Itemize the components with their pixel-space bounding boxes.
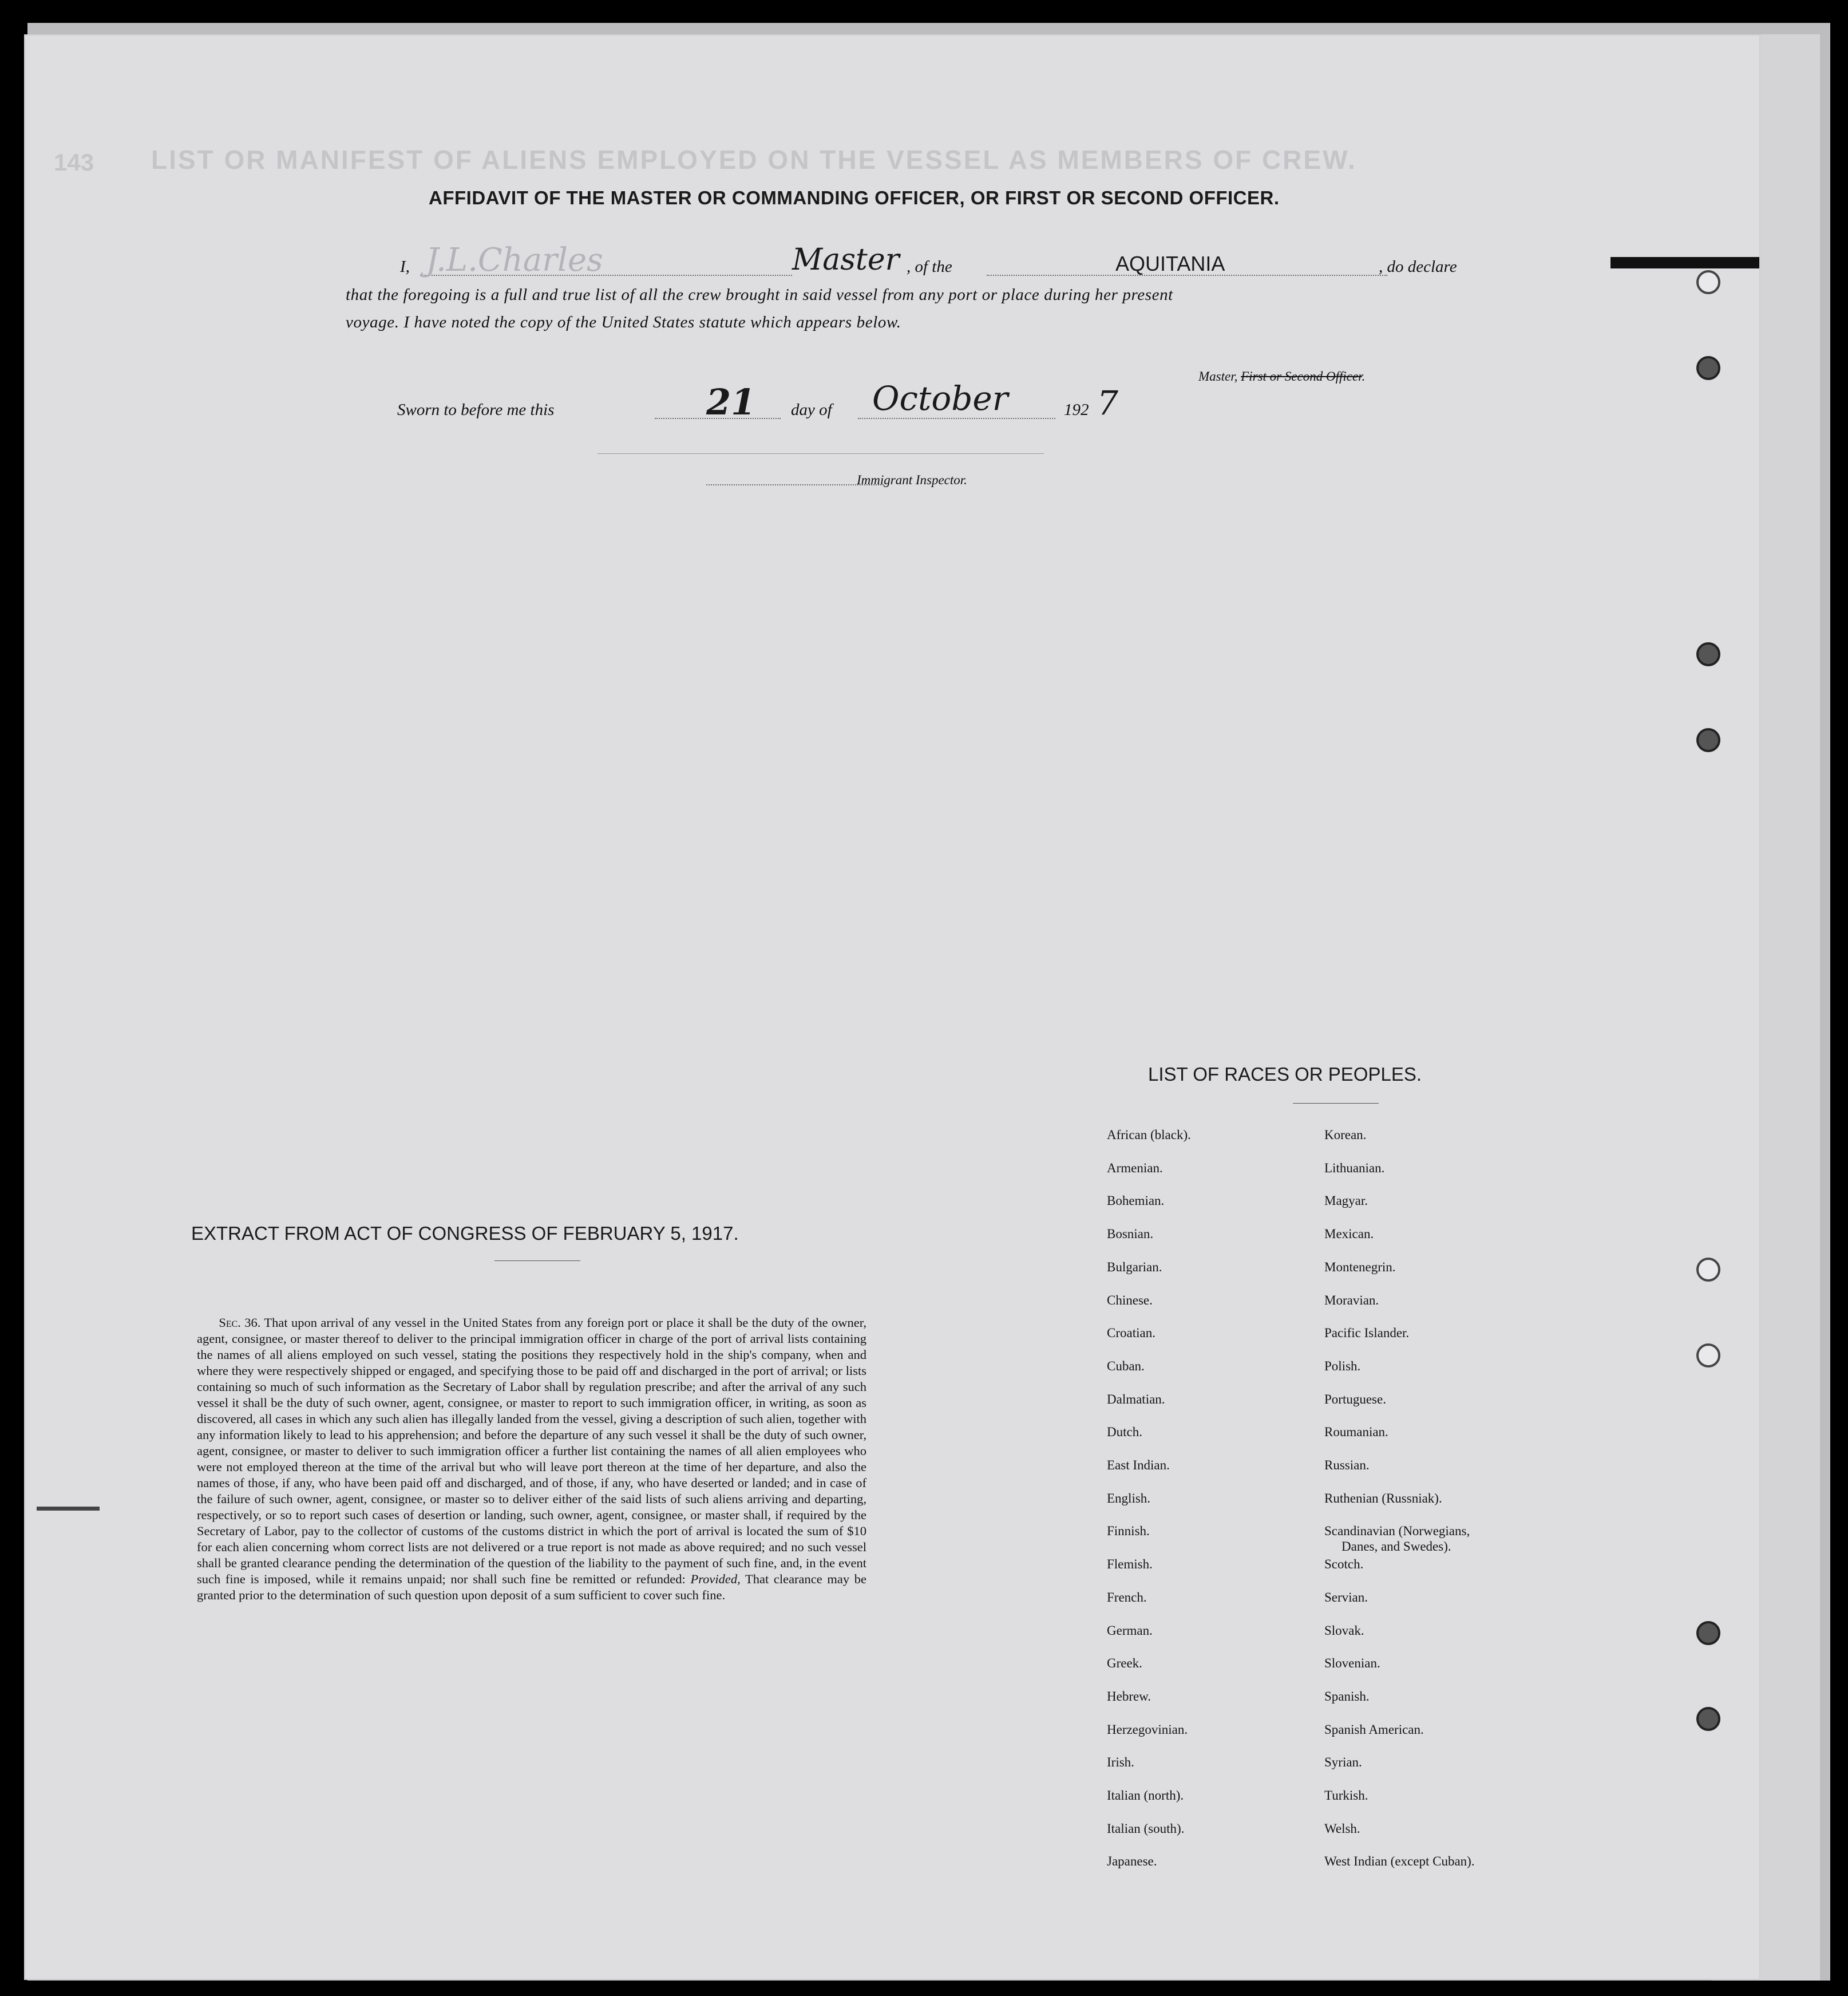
sworn-prefix: Sworn to before me this	[397, 401, 555, 419]
bleed-through-header: LIST OR MANIFEST OF ALIENS EMPLOYED ON THE VESSEL AS MEMBERS OF CREW.	[151, 145, 1357, 175]
race-item: Finnish.	[1107, 1524, 1150, 1539]
inspector-label: Immigrant Inspector.	[857, 473, 967, 487]
sworn-year-handwritten: 7	[1097, 384, 1118, 422]
sworn-day: 21	[706, 381, 756, 423]
race-item: Herzegovinian.	[1107, 1722, 1188, 1737]
race-item: Italian (north).	[1107, 1788, 1184, 1803]
day-of-label: day of	[791, 401, 832, 419]
race-item: German.	[1107, 1623, 1153, 1638]
race-item: Japanese.	[1107, 1854, 1157, 1869]
race-item: African (black).	[1107, 1128, 1191, 1142]
statute-text	[197, 1315, 866, 1603]
race-item: Chinese.	[1107, 1293, 1153, 1307]
manifest-page	[25, 35, 1759, 1979]
statute-section-label: Sec. 36.	[219, 1315, 261, 1330]
statute-rule	[494, 1260, 580, 1261]
races-title: LIST OF RACES OR PEOPLES.	[1148, 1064, 1422, 1085]
race-item: English.	[1107, 1491, 1151, 1505]
race-item: Ruthenian (Russniak).	[1324, 1491, 1442, 1505]
affidavit-pronoun: I,	[400, 258, 410, 276]
race-item: Dalmatian.	[1107, 1392, 1165, 1406]
race-item: Moravian.	[1324, 1293, 1379, 1307]
do-declare-label: , do declare	[1379, 258, 1457, 276]
vessel-name: AQUITANIA	[1115, 252, 1225, 275]
statute-body-end: That clearance may be granted prior to the determination of such question upon deposit of a sum sufficient to cover such fine.	[197, 1572, 867, 1602]
race-item: Pacific Islander.	[1324, 1326, 1410, 1341]
race-item: French.	[1107, 1590, 1147, 1604]
race-item: Bohemian.	[1107, 1193, 1165, 1208]
race-item: Bulgarian.	[1107, 1259, 1162, 1274]
race-item: Spanish.	[1324, 1689, 1370, 1703]
edge-mark	[37, 1507, 100, 1511]
race-item: Polish.	[1324, 1358, 1361, 1373]
master-rank: Master	[792, 243, 900, 277]
binder-hole	[1696, 270, 1720, 294]
binder-hole	[1696, 728, 1720, 752]
race-item: Servian.	[1324, 1590, 1368, 1604]
binder-hole	[1696, 1621, 1720, 1645]
race-item: Dutch.	[1107, 1425, 1142, 1440]
race-item: Scandinavian (Norwegians,	[1324, 1524, 1470, 1539]
statute-provided: Provided,	[690, 1572, 741, 1586]
affidavit-line-3: voyage. I have noted the copy of the United States statute which appears below.	[346, 313, 901, 331]
master-signature: J.L.Charles	[426, 242, 603, 279]
race-item: Korean.	[1324, 1128, 1367, 1142]
race-item: Magyar.	[1324, 1193, 1368, 1208]
race-item: West Indian (except Cuban).	[1324, 1854, 1475, 1869]
sworn-month: October	[872, 379, 1008, 418]
race-item: Portuguese.	[1324, 1392, 1386, 1406]
race-item: Roumanian.	[1324, 1425, 1388, 1440]
officer-title-end: .	[1362, 369, 1366, 384]
officer-title-master: Master,	[1198, 369, 1241, 384]
race-item: Armenian.	[1107, 1160, 1163, 1175]
races-rule	[1293, 1103, 1379, 1104]
statute-body-start: That upon arrival of any vessel in the United States from any foreign port or place it shall be the duty of the owner, agent, consignee, or master thereof to deliver to the principal immigration officer in charge of the port of arrival lists containing the names of all aliens employed on such vessel, stating the positions they respectively hold in the ship's company, when and where they were respectively shipped or engaged, and specifying those to be paid off and discharged in the port of arrival; or lists containing so much of such information as the Secretary of Labor shall by regulation prescribe; and after the arrival of any such vessel it shall be the duty of such owner, agent, consignee, or master to report to such immigration officer, in writing, as soon as discovered, all cases in which any such alien has illegally landed from the vessel, giving a description of such alien, together with any information likely to lead to his apprehension; and before the departure of any such vessel it shall be the duty of such owner, agent, consignee, or master to deliver to such immigration officer a further list containing the names of all alien employees who were not employed thereon at the time of the arrival but who will leave port thereon at the time of her departure, and also the names of those, if any, who have been paid off and discharged, and of those, if any, who have deserted or landed; and in case of the failure of such owner, agent, consignee, or master so to deliver either of the said lists of such aliens arriving and departing, respectively, or so to report such cases of desertion or landing, such owner, agent, consignee, or master shall, if required by the Secretary of Labor, pay to the collector of customs of the customs district in which the port of arrival is located the sum of $10 for each alien concerning whom correct lists are not delivered or a true report is not made as above required; and no such vessel shall be granted clearance pending the determination of the question of the liability to the payment of such fine, and, in the event such fine is imposed, while it remains unpaid; nor shall such fine be remitted or refunded:	[197, 1315, 867, 1586]
binder-hole	[1696, 642, 1720, 666]
binder-hole	[1696, 1707, 1720, 1731]
race-item: Cuban.	[1107, 1358, 1145, 1373]
race-item: Greek.	[1107, 1656, 1142, 1671]
binder-hole	[1696, 1343, 1720, 1367]
race-item: Italian (south).	[1107, 1821, 1185, 1836]
affidavit-line-2: that the foregoing is a full and true list of all the crew brought in said vessel from any port or place during her present	[346, 286, 1173, 304]
race-item: Bosnian.	[1107, 1227, 1154, 1242]
binder-hole	[1696, 356, 1720, 380]
month-underline	[858, 418, 1055, 419]
race-item: Danes, and Swedes).	[1342, 1539, 1451, 1554]
officer-title-struck: First or Second Officer	[1241, 369, 1362, 384]
officer-title-line	[1198, 369, 1365, 384]
race-item: Lithuanian.	[1324, 1160, 1385, 1175]
of-the-label: , of the	[907, 258, 952, 276]
race-item: East Indian.	[1107, 1458, 1170, 1472]
race-item: Croatian.	[1107, 1326, 1156, 1341]
bleed-through-page-number: 143	[54, 149, 94, 176]
tab-strip	[1610, 257, 1759, 268]
race-item: Turkish.	[1324, 1788, 1368, 1803]
race-item: Slovak.	[1324, 1623, 1364, 1638]
affidavit-title: AFFIDAVIT OF THE MASTER OR COMMANDING OFFICER, OR FIRST OR SECOND OFFICER.	[429, 187, 1280, 208]
race-item: Montenegrin.	[1324, 1259, 1396, 1274]
race-item: Irish.	[1107, 1755, 1134, 1770]
statute-title: EXTRACT FROM ACT OF CONGRESS OF FEBRUARY 5, 1917.	[191, 1223, 739, 1244]
race-item: Welsh.	[1324, 1821, 1360, 1836]
race-item: Scotch.	[1324, 1557, 1364, 1572]
race-item: Russian.	[1324, 1458, 1370, 1472]
race-item: Flemish.	[1107, 1557, 1153, 1572]
race-item: Mexican.	[1324, 1227, 1374, 1242]
race-item: Spanish American.	[1324, 1722, 1424, 1737]
race-item: Hebrew.	[1107, 1689, 1151, 1703]
sworn-year-printed: 192	[1064, 401, 1089, 419]
inspector-signature-line	[597, 453, 1044, 454]
race-item: Syrian.	[1324, 1755, 1362, 1770]
binder-hole	[1696, 1258, 1720, 1282]
race-item: Slovenian.	[1324, 1656, 1380, 1671]
